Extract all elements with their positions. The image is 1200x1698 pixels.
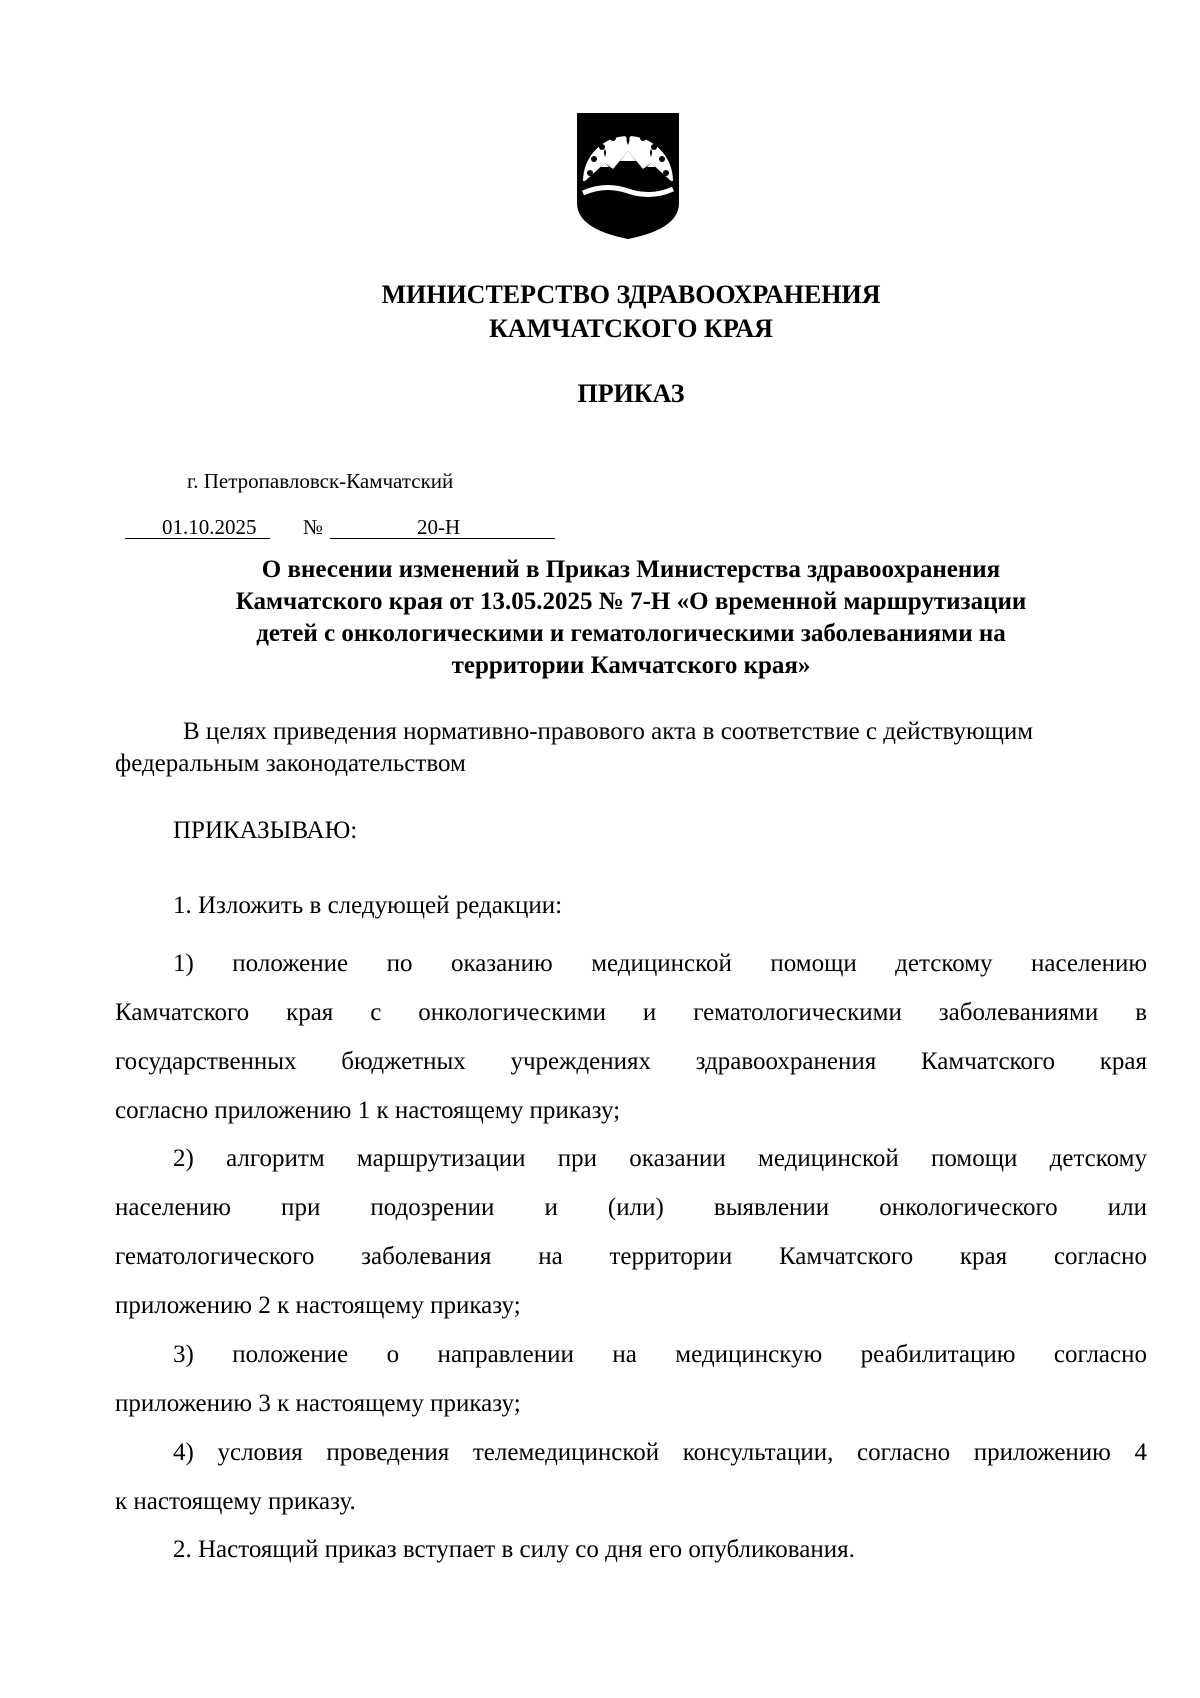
preamble [115, 716, 1147, 780]
sub-item-1-line-1: 1) положение по оказанию медицинской помощи детскому населению [173, 950, 1147, 977]
document-type: ПРИКАЗ [577, 379, 685, 408]
subject-line-4: территории Камчатского края» [451, 652, 811, 679]
sub-item-1 [115, 939, 1147, 1135]
sub-item-3 [115, 1330, 1147, 1428]
preamble-line-2: федеральным законодательством [115, 750, 466, 777]
sub-item-2 [115, 1134, 1147, 1330]
item-2: 2. Настоящий приказ вступает в силу со дня его опубликования. [173, 1536, 855, 1563]
number-sign: № [303, 515, 324, 539]
sub-item-2-line-3: гематологического заболевания на территории Камчатского края согласно [115, 1243, 1147, 1270]
sub-item-4-line-2: к настоящему приказу. [115, 1488, 356, 1515]
ministry-name [0, 278, 1200, 346]
sub-item-4 [115, 1428, 1147, 1526]
sub-item-1-line-4: согласно приложению 1 к настоящему приказу; [115, 1097, 621, 1124]
sub-item-1-line-3: государственных бюджетных учреждениях здравоохранения Камчатского края [115, 1048, 1147, 1075]
sub-item-1-line-2: Камчатского края с онкологическими и гематологическими заболеваниями в [115, 999, 1147, 1026]
subject-line-1: О внесении изменений в Приказ Министерства здравоохранения [261, 556, 1001, 583]
sub-item-4-line-1: 4) условия проведения телемедицинской консультации, согласно приложению 4 [173, 1439, 1147, 1466]
city: г. Петропавловск-Камчатский [187, 469, 454, 493]
sub-item-2-line-4: приложению 2 к настоящему приказу; [115, 1292, 521, 1319]
item-1-intro: 1. Изложить в следующей редакции: [173, 892, 563, 919]
document-date: 01.10.2025 [162, 515, 257, 539]
ministry-line-1: МИНИСТЕРСТВО ЗДРАВООХРАНЕНИЯ [381, 280, 881, 309]
ministry-line-2: КАМЧАТСКОГО КРАЯ [489, 314, 773, 343]
preamble-line-1: В целях приведения нормативно-правового акта в соответствие с действующим [183, 718, 1034, 745]
sub-item-2-line-2: населению при подозрении и (или) выявлении онкологического или [115, 1194, 1147, 1221]
subject-line-3: детей с онкологическими и гематологическими заболеваниями на [256, 620, 1006, 647]
subject-line-2: Камчатского края от 13.05.2025 № 7-Н «О временной маршрутизации [235, 588, 1027, 615]
sub-item-3-line-1: 3) положение о направлении на медицинскую реабилитацию согласно [173, 1341, 1147, 1368]
kamchatka-coat-of-arms-icon [575, 111, 681, 241]
document-number: 20-Н [417, 515, 461, 539]
sub-item-2-line-1: 2) алгоритм маршрутизации при оказании медицинской помощи детскому [173, 1145, 1147, 1172]
sub-item-3-line-2: приложению 3 к настоящему приказу; [115, 1390, 521, 1417]
order-word: ПРИКАЗЫВАЮ: [173, 817, 358, 844]
date-number-row [125, 513, 555, 541]
document-subject [120, 554, 1142, 682]
